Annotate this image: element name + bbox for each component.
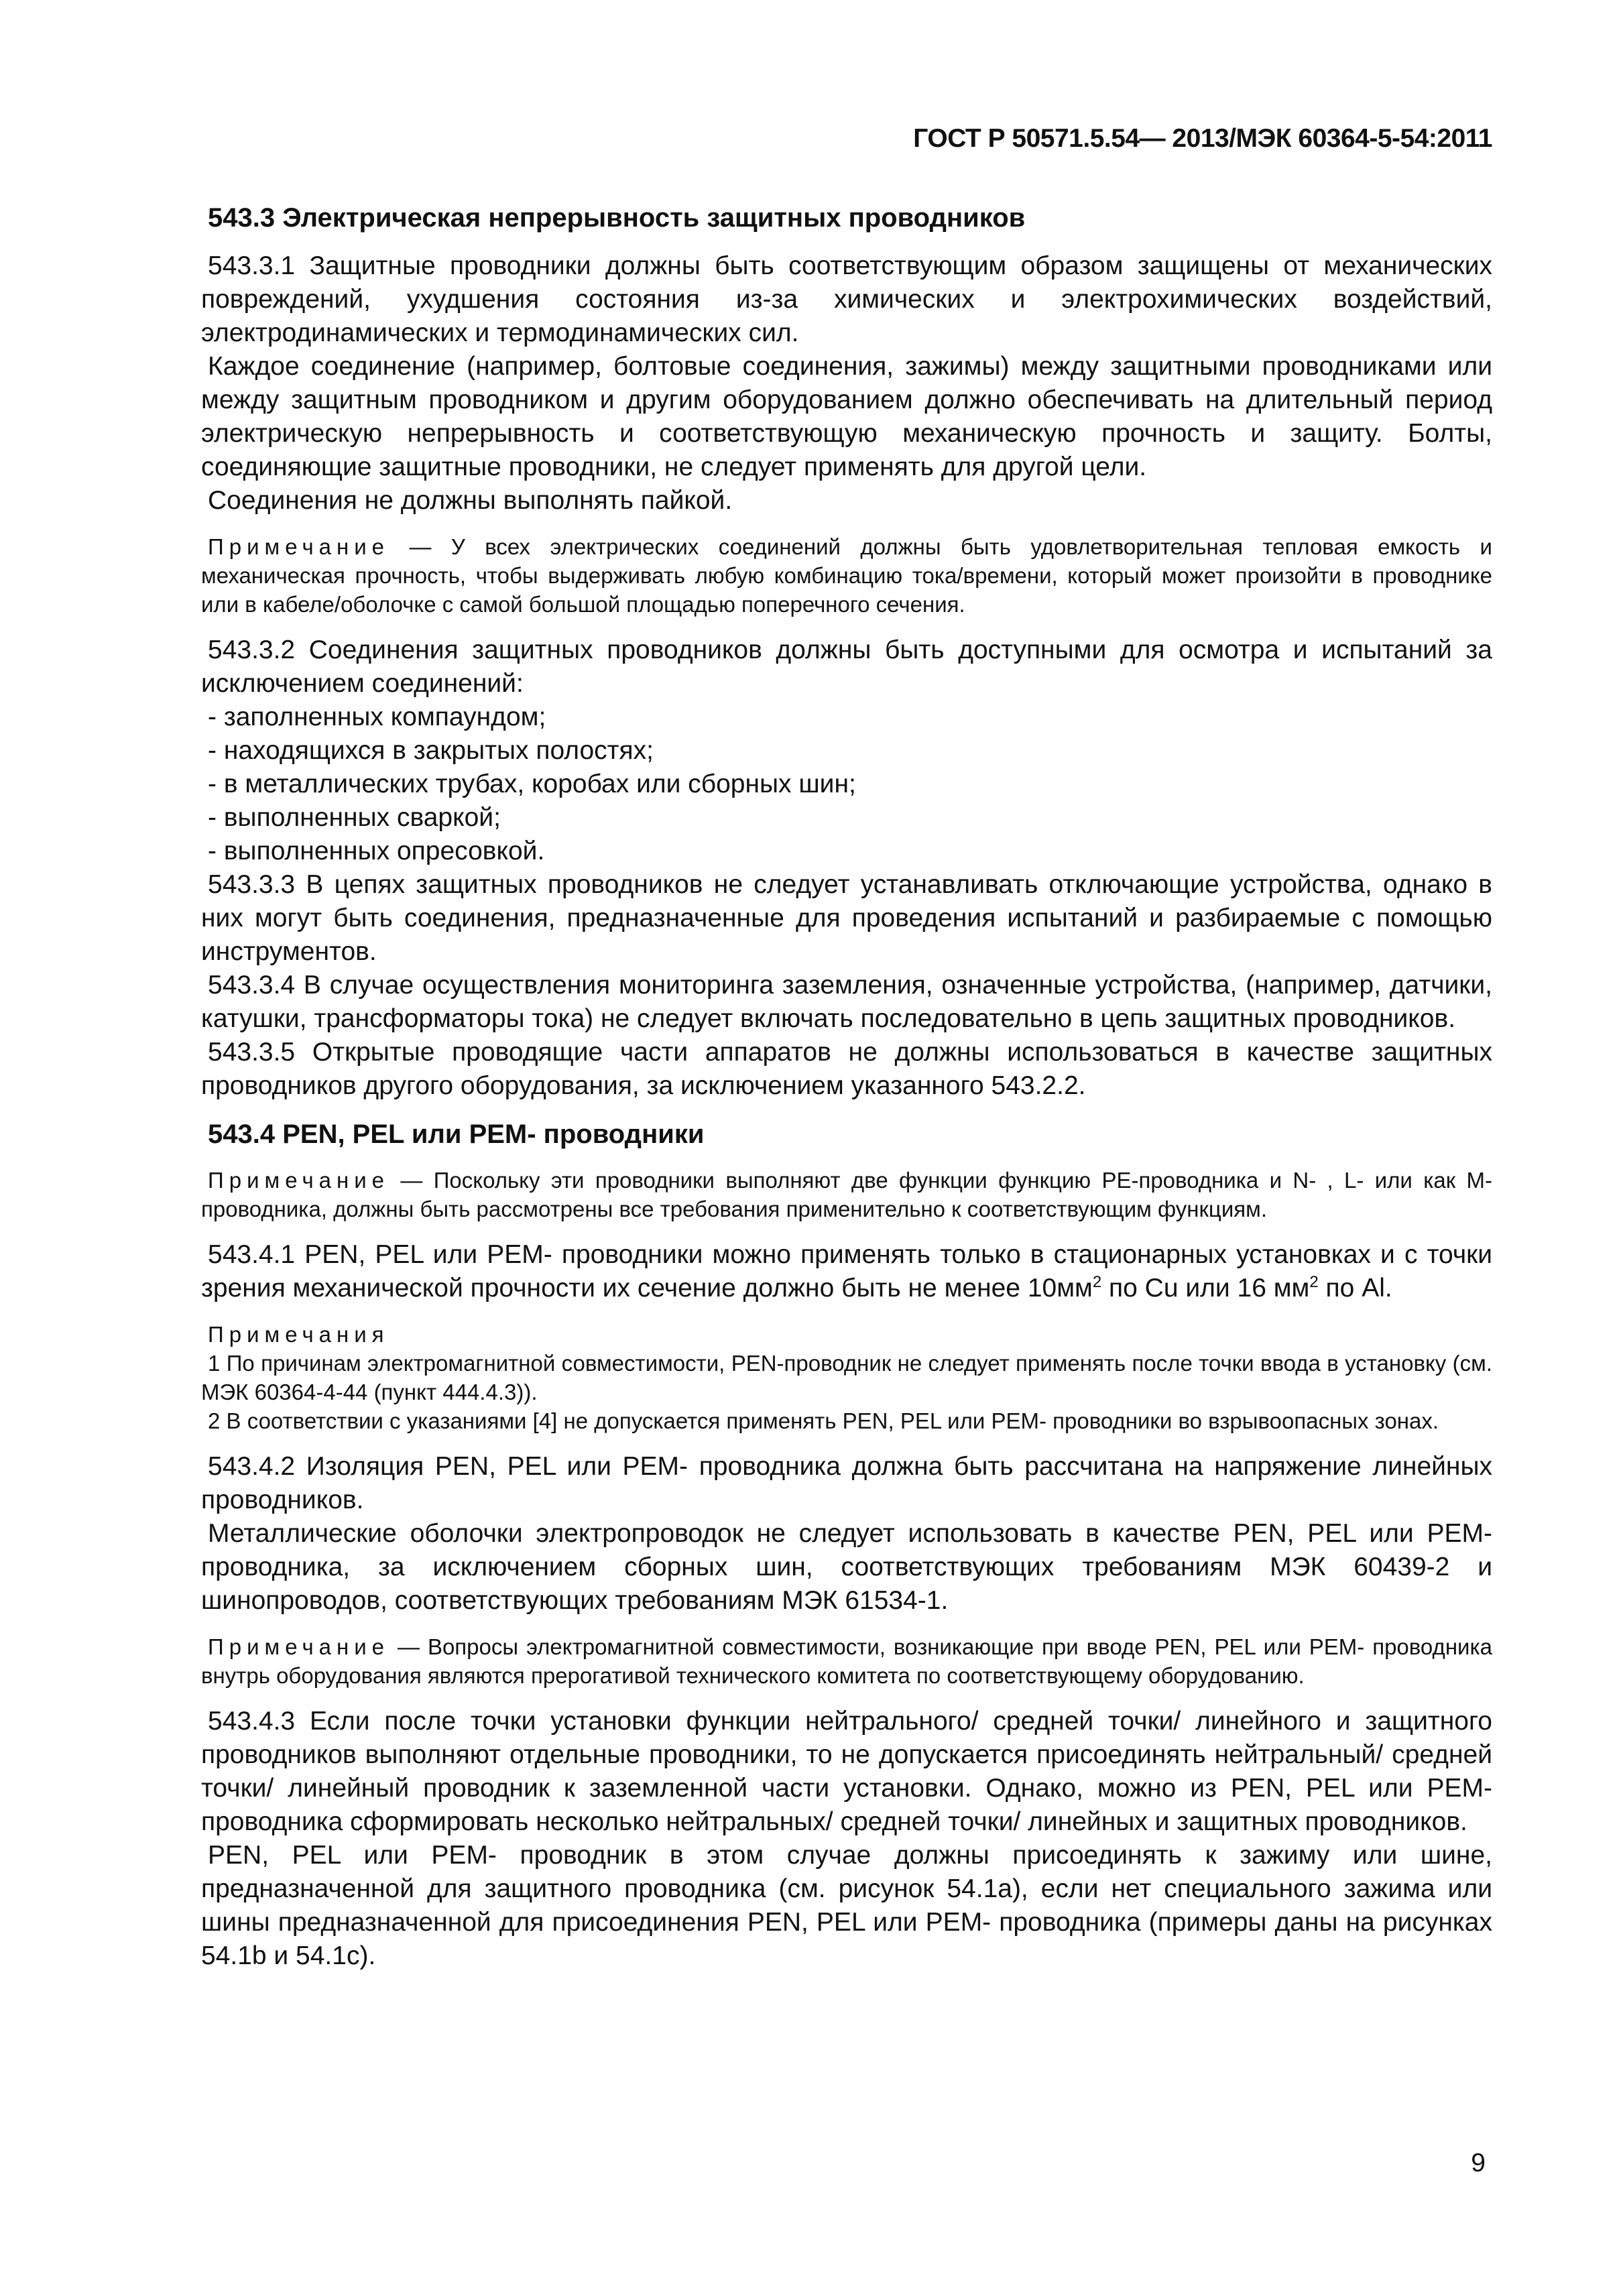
note-label: Примечание — [208, 534, 390, 559]
superscript: 2 — [1092, 1273, 1102, 1291]
paragraph-543-3-3: 543.3.3 В цепях защитных проводников не следует устанавливать отключающие устройства, однако в них могут быть соединения, предназначенные для проведения испытаний и разбираемые с помощью инструментов. — [201, 870, 1492, 966]
superscript: 2 — [1309, 1273, 1319, 1291]
paragraph-text: по Cu или 16 мм — [1101, 1274, 1310, 1303]
list-item: - находящихся в закрытых полостях; — [208, 736, 654, 765]
paragraph-text: по Al. — [1318, 1274, 1392, 1303]
paragraph-543-4-1 — [201, 1238, 1492, 1305]
page-number: 9 — [1471, 2149, 1486, 2177]
note-item: 2 В соответствии с указаниями [4] не допускается применять PEN, PEL или PEM- проводники во взрывоопасных зонах. — [208, 1408, 1439, 1433]
paragraph-no-soldering: Соединения не должны выполнять пайкой. — [208, 486, 733, 515]
paragraph-metal-sheaths: Металлические оболочки электропроводок не следует использовать в качестве PEN, PEL или PEM- проводника, за исключением сборных шин, соответствующих требованиям МЭК 60439-2 и шинопроводов, соответствующих требованиям МЭК 61534-1. — [201, 1519, 1492, 1615]
list-item: - заполненных компаундом; — [208, 703, 546, 731]
paragraph-543-4-3: 543.4.3 Если после точки установки функции нейтрального/ средней точки/ линейного и защитного проводников выполняют отдельные проводники, то не допускается присоединять нейтральный/ средней точки/ линейный проводник к заземленной части установки. Однако, можно из PEN, PEL или PEM- проводника сформировать несколько нейтральных/ средней точки/ линейных и защитных проводников. — [201, 1707, 1492, 1836]
document-body — [201, 201, 1492, 1973]
paragraph-543-3-1: 543.3.1 Защитные проводники должны быть соответствующим образом защищены от механических повреждений, ухудшения состояния из-за химических и электрохимических воздействий, электродинамических и термодинамических сил. — [201, 251, 1492, 347]
paragraph-543-3-4: 543.3.4 В случае осуществления мониторинга заземления, означенные устройства, (например, датчики, катушки, трансформаторы тока) не следует включать последовательно в цепь защитных проводников. — [201, 971, 1492, 1033]
document-header: ГОСТ Р 50571.5.54— 2013/МЭК 60364-5-54:2011 — [913, 124, 1492, 153]
note-two-functions — [201, 1166, 1492, 1223]
note-text: — Поскольку эти проводники выполняют две функции функцию PE-проводника и N- , L- или как M- проводника, должны быть рассмотрены все требования применительно к соответствующим функциям. — [201, 1168, 1492, 1221]
notes-title: Примечания — [208, 1322, 389, 1347]
notes-block — [201, 1320, 1492, 1435]
list-item: - выполненных сваркой; — [208, 803, 501, 832]
document-page — [201, 0, 1492, 2296]
section-heading-543-4: 543.4 PEN, PEL или PEM- проводники — [208, 1120, 705, 1149]
paragraph-pen-connection: PEN, PEL или PEM- проводник в этом случае должны присоединять к зажиму или шине, предназначенной для защитного проводника (см. рисунок 54.1а), если нет специального зажима или шины предназначенной для присоединения PEN, PEL или PEM- проводника (примеры даны на рисунках 54.1b и 54.1c). — [201, 1841, 1492, 1970]
note-thermal-capacity — [201, 532, 1492, 619]
list-item: - в металлических трубах, коробах или сборных шин; — [208, 770, 856, 798]
note-item: 1 По причинам электромагнитной совместимости, PEN-проводник не следует применять после точки ввода в установку (см. МЭК 60364-4-44 (пункт 444.4.3)). — [201, 1351, 1492, 1404]
paragraph-543-3-5: 543.3.5 Открытые проводящие части аппаратов не должны использоваться в качестве защитных проводников другого оборудования, за исключением указанного 543.2.2. — [201, 1038, 1492, 1100]
note-emc — [201, 1632, 1492, 1690]
section-heading-543-3: 543.3 Электрическая непрерывность защитных проводников — [208, 203, 1026, 233]
paragraph-543-4-2: 543.4.2 Изоляция PEN, PEL или PEM- проводника должна быть рассчитана на напряжение линейных проводников. — [201, 1452, 1492, 1514]
paragraph-text: 543.4.1 PEN, PEL или PEM- проводники можно применять только в стационарных установках и с точки зрения механической прочности их сечение должно быть не менее 10мм — [201, 1240, 1492, 1303]
note-text: — Вопросы электромагнитной совместимости, возникающие при вводе PEN, PEL или PEM- проводника внутрь оборудования являются прерогативой технического комитета по соответствующему оборудованию. — [201, 1634, 1492, 1688]
paragraph-connections: Каждое соединение (например, болтовые соединения, зажимы) между защитными проводниками или между защитным проводником и другим оборудованием должно обеспечивать на длительный период электрическую непрерывность и соответствующую механическую прочность и защиту. Болты, соединяющие защитные проводники, не следует применять для другой цели. — [201, 352, 1492, 481]
note-text: — У всех электрических соединений должны быть удовлетворительная тепловая емкость и механическая прочность, чтобы выдерживать любую комбинацию тока/времени, который может произойти в проводнике или в кабеле/оболочке с самой большой площадью поперечного сечения. — [201, 534, 1492, 617]
note-label: Примечание — [208, 1634, 390, 1659]
paragraph-543-3-2: 543.3.2 Соединения защитных проводников должны быть доступными для осмотра и испытаний за исключением соединений: — [201, 636, 1492, 698]
list-item: - выполненных опресовкой. — [208, 837, 545, 865]
note-label: Примечание — [208, 1168, 390, 1193]
